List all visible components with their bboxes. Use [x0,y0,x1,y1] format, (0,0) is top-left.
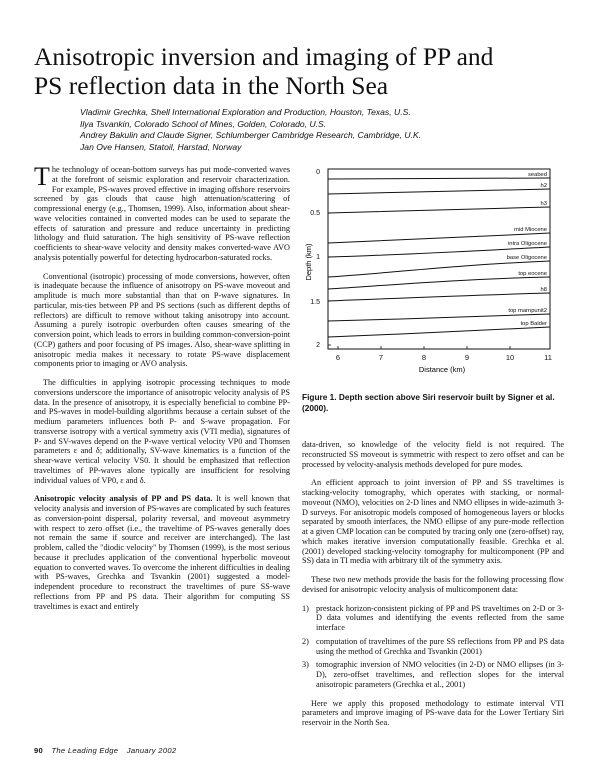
intro-paragraph [34,162,290,263]
horizon-label: mid Miocene [514,227,547,233]
section-text: It is well known that velocity analysis and inversion of PS-waves are complicated by such features as conversion-point dispersal, polarity reversal, and moveout asymmetry with respect to zero offset (i.e., the traveltime of PS-waves generally does not remain the same if source and receiver are interchanged). The last problem, called the "diodic velocity" by Thomsen (1999), is the most serious because it precludes application of the conventional hyperbolic moveout equation to converted waves. To overcome the inherent difficulties in dealing with PS-waves, Grechka and Tsvankin (2001) suggested a model-independent procedure to reconstruct the traveltimes of pure SS-wave reflections from PP and PS data. Their algorithm for computing SS traveltimes is exact and entirely [34,494,291,611]
author-line: Jan Ove Hansen, Statoil, Harstad, Norway [80,141,242,152]
paragraph: data-driven, so knowledge of the velocity field is not required. The reconstructed SS moveout is symmetric with respect to zero offset and can be processed by velocity-analysis methods developed for pure modes. [302,440,564,469]
horizon-label: base Oligocene [506,255,547,261]
x-tick-label: 10 [505,353,515,362]
drop-cap: T [34,162,50,191]
horizon-line [328,277,550,289]
horizon-label: intra Oligocene [508,241,547,247]
article-title [34,42,574,100]
title-line-2: PS reflection data in the North Sea [34,71,389,100]
y-tick-label: 2 [316,342,320,349]
paragraph: Conventional (isotropic) processing of mode conversions, however, often is inadequate because the influence of anisotropy on PS-wave moveout and amplitude is much more substantial than that on P-wave signatures. In particular, mis-ties between PP and PS sections (such as different depths of reflectors) are difficult to remove without taking anisotropy into account. Assuming a purely isotropic overburden often causes smearing of the conversion point, which leads to errors in building common-conversion-point (CCP) gathers and poor focusing of PS images. Also, shear-wave splitting in anisotropic media makes it necessary to rotate PS-wave displacement components prior to imaging or AVO analysis. [34,271,290,369]
horizon-line [328,314,550,321]
intro-text: he technology of ocean-bottom surveys has put mode-converted waves at the forefront of seismic exploration and reservoir characterization. For example, PS-waves proved effective in imaging offshore reservoirs screened by gas clouds that cause high attenuation/scattering of compressional energy (e.g., Thomsen, 1999). Also, information about shear-wave velocities contained in converted modes can be used to separate the effects of saturation and pressure and reduce uncertainty in predicting lithology and fluid saturation. The high sensitivity of PS-wave reflection coefficients to shear-wave velocity and density makes converted-wave AVO analysis potentially powerful for detecting hydrocarbon-saturated rocks. [34,165,290,262]
right-column [302,440,564,737]
paragraph: These two new methods provide the basis for the following processing flow devised for anisotropic velocity analysis of multicomponent data: [302,575,564,594]
paragraph: Here we apply this proposed methodology to estimate interval VTI parameters and improve imaging of PS-wave data for the Lower Tertiary Siri reservoir in the North Sea. [302,698,564,727]
y-tick-label: 1 [316,254,320,261]
processing-flow-list [302,604,564,690]
section-paragraph [34,494,290,611]
figure-caption: Figure 1. Depth section above Siri reservoir built by Signer et al. (2000). [302,392,555,413]
y-axis-label: Depth (km) [304,243,313,281]
author-line: Ilya Tsvankin, Colorado School of Mines, Golden, Colorado, U.S. [80,118,327,129]
depth-section-figure [302,167,564,385]
page-number: 90 [34,746,44,755]
x-tick-label: 7 [378,353,384,362]
y-tick-label: 0.5 [310,210,320,217]
x-axis-label: Distance (km) [418,365,466,374]
paragraph: An efficient approach to joint inversion of PP and SS traveltimes is stacking-velocity tomography, which operates with stacking, or normal-moveout (NMO), velocities on 2-D lines and NMO ellipses in wide-azimuth 3-D surveys. For anisotropic models composed of homogeneous layers or blocks separated by smooth interfaces, the NMO ellipse of any pure-mode reflection at a given CMP location can be computed by tracing only one (zero-offset) ray, which makes iterative inversion computationally feasible. Grechka et al. (2001) developed stacking-velocity tomography for multicomponent (PP and SS) data in TI media with arbitrary tilt of the symmetry axis. [302,478,564,566]
horizon-line [328,327,550,337]
list-number: 1) [302,603,309,613]
list-item [302,604,564,633]
horizon-line [328,189,550,194]
horizon-label: h2 [540,183,547,189]
horizon-line [328,293,550,301]
horizon-label: top Balder [520,321,547,327]
x-tick-label: 6 [335,353,341,362]
left-column [34,162,291,620]
list-item [302,637,564,657]
issue-date: January 2002 [126,746,177,755]
x-tick-label: 8 [421,353,427,362]
horizon-line [328,207,550,213]
list-text: computation of traveltimes of the pure SS reflections from PP and PS data using the method of Grechka and Tsvankin (2001) [316,636,564,656]
y-tick-label: 0 [316,169,320,176]
list-text: tomographic inversion of NMO velocities (in 2-D) or NMO ellipses (in 3-D), zero-offset traveltimes, and reflection slopes for the interval anisotropic parameters (Grechka et al., 2001) [316,660,564,689]
horizon-label: h3 [540,201,547,207]
depth-section-plot [302,167,564,385]
list-text: prestack horizon-consistent picking of PP and PS traveltimes on 2-D or 3-D data volumes and identifying the events reflected from the same interface [316,603,564,632]
horizon-label: seabed [527,172,547,178]
author-list [80,107,580,153]
paragraph: The difficulties in applying isotropic processing techniques to mode conversions underscore the importance of anisotropic velocity analysis of PS data. In the presence of anisotropy, it is especially beneficial to combine PP- and PS-waves in model-building algorithms because a certain subset of the medium parameters influences both P- and S-wave propagation. For transverse isotropy with a vertical symmetry axis (VTI media), signatures of P- and SV-waves depend on the P-wave vertical velocity VP0 and Thomsen parameters ε and δ; additionally, SV-wave kinematics is a function of the shear-wave vertical velocity VS0. It should be emphasized that reflection traveltimes of PP-waves alone typically are insufficient for resolving individual values of VP0, ε and δ. [34,378,290,485]
title-line-1: Anisotropic inversion and imaging of PP and [34,42,494,71]
author-line: Andrey Bakulin and Claude Signer, Schlumberger Cambridge Research, Cambridge, U.K. [80,130,422,141]
y-tick-label: 1.5 [310,299,320,306]
page-footer [34,746,176,755]
list-number: 2) [302,636,309,646]
horizon-label: h8 [540,287,547,293]
author-line: Vladimir Grechka, Shell International Exploration and Production, Houston, Texas, U.S. [80,107,411,117]
list-number: 3) [302,660,309,670]
x-tick-label: 9 [464,353,470,362]
journal-name: The Leading Edge [51,746,119,755]
section-heading: Anisotropic velocity analysis of PP and PS data. [34,494,213,504]
horizon-line [328,178,550,179]
horizon-label: top eocene [518,271,547,277]
x-tick-label: 11 [544,353,552,362]
list-item [302,660,564,689]
horizon-label: top marnpunit2 [508,308,547,314]
horizon-line [328,261,550,277]
